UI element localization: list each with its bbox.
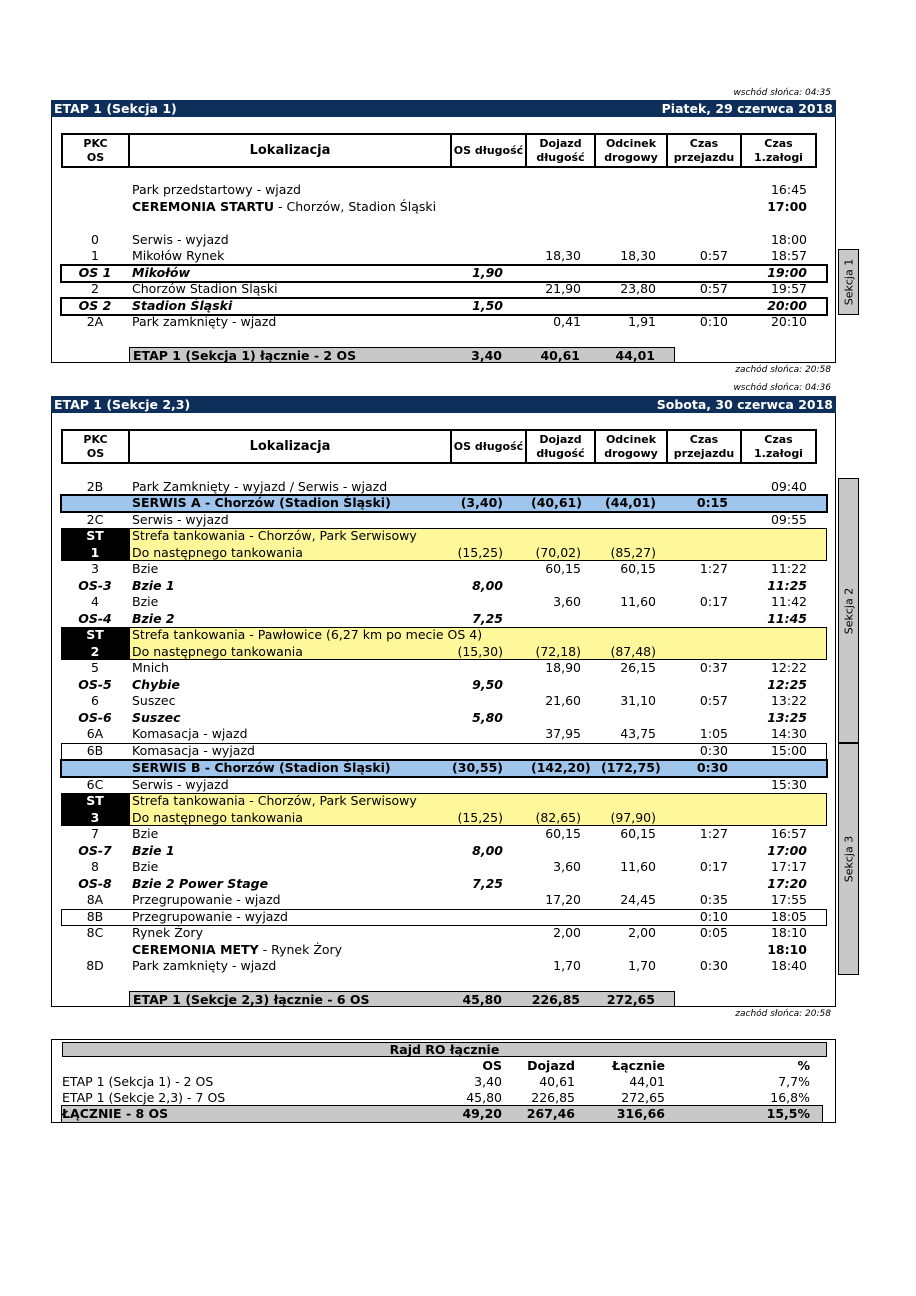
row-os-length: 1,90	[472, 265, 503, 280]
row-location: Bzie	[132, 594, 159, 609]
row-czas-przejazdu: 0:15	[696, 495, 728, 510]
row-pkc: OS 2	[78, 298, 112, 313]
row-czas-zalogi: 11:22	[770, 561, 807, 576]
table-row	[61, 545, 827, 562]
row-czas-zalogi: 20:10	[770, 314, 807, 329]
row-pkc: 8	[91, 859, 99, 874]
table-row	[61, 793, 827, 810]
row-dojazd: 0,41	[553, 314, 581, 329]
summary-lacznie: 44,01	[629, 1074, 665, 1089]
sunrise-label-1: wschód słońca: 04:35	[733, 88, 831, 98]
row-czas-przejazdu: 0:17	[699, 594, 728, 609]
row-czas-zalogi: 19:00	[767, 265, 807, 280]
row-location: Bzie	[132, 561, 159, 576]
row-czas-zalogi: 09:55	[770, 512, 807, 527]
row-odcinek: 1,91	[628, 314, 656, 329]
row-location: Serwis - wyjazd	[132, 232, 229, 247]
row-pkc: 8B	[86, 909, 104, 924]
row-odcinek: 60,15	[620, 826, 656, 841]
row-dojazd: (82,65)	[535, 810, 581, 825]
table-row	[61, 777, 827, 794]
summary-lacznie: 272,65	[621, 1090, 665, 1105]
row-location: Komasacja - wyjazd	[132, 743, 255, 758]
table-row	[61, 314, 827, 331]
row-location: Do następnego tankowania	[132, 810, 303, 825]
total-dojazd: 226,85	[531, 992, 580, 1007]
row-dojazd: 3,60	[553, 859, 581, 874]
column-header-table	[61, 133, 817, 168]
row-location: Park zamknięty - wjazd	[132, 314, 277, 329]
total-dojazd: 40,61	[540, 348, 580, 363]
row-dojazd: 3,60	[553, 594, 581, 609]
summary-col-lacznie: Łącznie	[612, 1058, 665, 1073]
row-czas-przejazdu: 0:37	[699, 660, 728, 675]
row-os-length: 8,00	[472, 578, 503, 593]
table-row	[61, 298, 827, 315]
row-os-length: 5,80	[472, 710, 503, 725]
row-pkc: 0	[91, 232, 99, 247]
summary-box	[51, 1039, 836, 1123]
row-location-rest: - Chorzów, Stadion Śląski	[274, 199, 437, 214]
summary-os: 45,80	[466, 1090, 502, 1105]
row-odcinek: 60,15	[620, 561, 656, 576]
table-row	[61, 265, 827, 282]
row-odcinek: (44,01)	[605, 495, 656, 510]
table-row	[61, 561, 827, 578]
row-dojazd: 60,15	[545, 561, 581, 576]
stage-title: ETAP 1 (Sekcje 2,3)	[54, 397, 191, 412]
summary-pct: 16,8%	[770, 1090, 810, 1105]
row-odcinek: 18,30	[620, 248, 656, 263]
side-tab-sekcja-3: Sekcja 3	[838, 743, 859, 975]
table-row	[61, 760, 827, 777]
row-dojazd: 60,15	[545, 826, 581, 841]
row-location: Suszec	[132, 693, 176, 708]
row-location: Serwis - wyjazd	[132, 777, 229, 792]
row-location: Bzie 2 Power Stage	[132, 876, 269, 891]
header-odcinek: Odcinek drogowy	[595, 134, 667, 167]
row-pkc: 6A	[86, 726, 104, 741]
row-location: Bzie	[132, 859, 159, 874]
table-row	[61, 660, 827, 677]
row-czas-zalogi: 18:00	[770, 232, 807, 247]
summary-dojazd: 267,46	[526, 1106, 575, 1121]
row-dojazd: 37,95	[545, 726, 581, 741]
row-czas-przejazdu: 0:30	[696, 760, 728, 775]
row-pkc: 8C	[86, 925, 104, 940]
row-czas-przejazdu: 0:35	[699, 892, 728, 907]
summary-row	[62, 1090, 822, 1106]
row-pkc: 6C	[86, 777, 104, 792]
row-odcinek: (87,48)	[610, 644, 656, 659]
header-dojazd: Dojazd długość	[526, 134, 595, 167]
table-row	[61, 958, 827, 975]
section1-total-row	[129, 347, 675, 363]
row-odcinek: 11,60	[620, 594, 656, 609]
row-czas-przejazdu: 0:30	[699, 743, 728, 758]
row-pkc: 8A	[86, 892, 104, 907]
header-os-dlugosc: OS długość	[451, 430, 526, 463]
table-row	[61, 693, 827, 710]
table-row	[61, 677, 827, 694]
row-czas-zalogi: 09:40	[770, 479, 807, 494]
summary-dojazd: 226,85	[531, 1090, 575, 1105]
table-row	[61, 710, 827, 727]
header-czas-przejazdu: Czas przejazdu	[667, 134, 741, 167]
row-pkc: 2	[90, 644, 100, 659]
header-os-dlugosc: OS długość	[451, 134, 526, 167]
row-dojazd: (142,20)	[531, 760, 591, 775]
sunrise-label-2: wschód słońca: 04:36	[733, 383, 831, 393]
row-os-length: (30,55)	[452, 760, 503, 775]
row-os-length: 8,00	[472, 843, 503, 858]
table-row	[61, 909, 827, 926]
table-row	[61, 644, 827, 661]
row-location-bold: CEREMONIA STARTU	[132, 199, 275, 214]
row-odcinek: 11,60	[620, 859, 656, 874]
side-tab-sekcja-1: Sekcja 1	[838, 249, 859, 315]
row-czas-przejazdu: 1:05	[699, 726, 728, 741]
row-location: Mnich	[132, 660, 169, 675]
row-pkc: 3	[90, 810, 100, 825]
row-pkc: 6B	[86, 743, 104, 758]
row-location: Rynek Żory	[132, 925, 203, 940]
header-pkc: PKC OS	[62, 134, 129, 167]
row-location: Bzie 1	[132, 578, 175, 593]
header-odcinek: Odcinek drogowy	[595, 430, 667, 463]
row-dojazd: 21,90	[545, 281, 581, 296]
row-location: Suszec	[132, 710, 181, 725]
table-row	[61, 611, 827, 628]
header-czas-zalogi: Czas 1.załogi	[741, 134, 816, 167]
header-lokalizacja: Lokalizacja	[129, 134, 451, 167]
row-location: Bzie 2	[132, 611, 175, 626]
row-pkc: 7	[91, 826, 99, 841]
row-dojazd: 17,20	[545, 892, 581, 907]
row-czas-zalogi: 12:22	[770, 660, 807, 675]
side-tab-sekcja-2: Sekcja 2	[838, 478, 859, 743]
row-location: Do następnego tankowania	[132, 644, 303, 659]
row-czas-zalogi: 17:17	[770, 859, 807, 874]
summary-header-row	[62, 1058, 822, 1074]
table-row	[61, 248, 827, 265]
row-czas-zalogi: 17:00	[767, 843, 807, 858]
row-odcinek: (172,75)	[601, 760, 661, 775]
table-row	[61, 479, 827, 496]
row-czas-zalogi: 15:30	[770, 777, 807, 792]
total-odcinek: 272,65	[606, 992, 655, 1007]
row-location: Strefa tankowania - Chorzów, Park Serwisowy	[132, 528, 417, 543]
row-dojazd: 2,00	[553, 925, 581, 940]
row-os-length: 9,50	[472, 677, 503, 692]
row-location: Chorzów Stadion Śląski	[132, 281, 278, 296]
row-location: Mikołów Rynek	[132, 248, 225, 263]
header-dojazd: Dojazd długość	[526, 430, 595, 463]
row-pkc: OS-5	[78, 677, 112, 692]
stage-title: ETAP 1 (Sekcja 1)	[54, 101, 177, 116]
row-dojazd: 18,90	[545, 660, 581, 675]
row-location: Bzie 1	[132, 843, 175, 858]
section2-total-row	[129, 991, 675, 1007]
row-location-bold: CEREMONIA METY	[132, 942, 259, 957]
row-czas-przejazdu: 0:10	[699, 314, 728, 329]
table-row	[61, 892, 827, 909]
summary-pct: 7,7%	[778, 1074, 810, 1089]
row-location: Przegrupowanie - wyjazd	[132, 909, 288, 924]
header-pkc: PKC OS	[62, 430, 129, 463]
row-odcinek: 26,15	[620, 660, 656, 675]
row-czas-przejazdu: 0:05	[699, 925, 728, 940]
table-row	[61, 876, 827, 893]
row-odcinek: 23,80	[620, 281, 656, 296]
row-location: Serwis - wyjazd	[132, 512, 229, 527]
row-os-length: (15,30)	[457, 644, 503, 659]
sunset-label-1: zachód słońca: 20:58	[735, 365, 831, 375]
row-czas-zalogi: 13:22	[770, 693, 807, 708]
table-row	[61, 726, 827, 743]
total-os: 3,40	[471, 348, 502, 363]
row-pkc: OS-8	[78, 876, 112, 891]
table-row	[61, 512, 827, 529]
row-pkc: 2A	[86, 314, 104, 329]
header-czas-przejazdu: Czas przejazdu	[667, 430, 741, 463]
row-dojazd: 1,70	[553, 958, 581, 973]
row-pkc: 2C	[86, 512, 104, 527]
table-row	[61, 627, 827, 644]
row-pkc: 1	[91, 248, 99, 263]
row-pkc: 2B	[86, 479, 104, 494]
stage-header-2	[51, 396, 836, 413]
row-czas-przejazdu: 0:57	[699, 281, 728, 296]
summary-label: ETAP 1 (Sekcje 2,3) - 7 OS	[62, 1090, 226, 1105]
table-row	[61, 578, 827, 595]
row-czas-zalogi: 18:40	[770, 958, 807, 973]
row-pkc: 6	[91, 693, 99, 708]
row-location: Do następnego tankowania	[132, 545, 303, 560]
row-odcinek: 24,45	[620, 892, 656, 907]
row-czas-zalogi: 11:42	[770, 594, 807, 609]
row-pkc: 8D	[86, 958, 104, 973]
row-os-length: (3,40)	[460, 495, 503, 510]
row-location: Mikołów	[132, 265, 191, 280]
row-location-rest: - Rynek Żory	[258, 942, 343, 957]
summary-os: 3,40	[474, 1074, 502, 1089]
stage-header-1	[51, 100, 836, 117]
summary-lacznie: 316,66	[616, 1106, 665, 1121]
row-czas-zalogi: 18:05	[770, 909, 807, 924]
row-pkc: 1	[90, 545, 100, 560]
row-os-length: 1,50	[472, 298, 503, 313]
row-pkc: OS-3	[78, 578, 112, 593]
row-os-length: (15,25)	[457, 810, 503, 825]
table-row	[61, 594, 827, 611]
table-row	[61, 810, 827, 827]
row-odcinek: 43,75	[620, 726, 656, 741]
row-dojazd: 18,30	[545, 248, 581, 263]
row-pkc: ST	[86, 528, 104, 543]
row-czas-zalogi: 13:25	[767, 710, 807, 725]
row-location: Bzie	[132, 826, 159, 841]
table-row	[61, 925, 827, 942]
table-row	[61, 232, 827, 249]
row-pkc: ST	[86, 627, 104, 642]
row-czas-zalogi: 18:10	[767, 942, 807, 957]
summary-pct: 15,5%	[766, 1106, 810, 1121]
header-lokalizacja: Lokalizacja	[129, 430, 451, 463]
row-czas-przejazdu: 0:30	[699, 958, 728, 973]
row-czas-zalogi: 18:57	[770, 248, 807, 263]
row-dojazd: (40,61)	[531, 495, 582, 510]
summary-row	[62, 1106, 822, 1122]
summary-col-pct: %	[797, 1058, 810, 1073]
row-location: Komasacja - wjazd	[132, 726, 248, 741]
row-os-length: (15,25)	[457, 545, 503, 560]
row-odcinek: (97,90)	[610, 810, 656, 825]
table-row	[61, 528, 827, 545]
row-czas-przejazdu: 0:57	[699, 693, 728, 708]
row-czas-zalogi: 14:30	[770, 726, 807, 741]
table-row	[61, 182, 827, 199]
row-os-length: 7,25	[472, 611, 503, 626]
row-location: SERWIS B - Chorzów (Stadion Śląski)	[132, 760, 391, 775]
row-czas-zalogi: 19:57	[770, 281, 807, 296]
row-czas-przejazdu: 0:57	[699, 248, 728, 263]
table-row	[61, 199, 827, 216]
row-dojazd: (72,18)	[535, 644, 581, 659]
table-row	[61, 843, 827, 860]
row-czas-zalogi: 11:45	[767, 611, 807, 626]
row-location: Stadion Śląski	[132, 298, 233, 313]
total-label: ETAP 1 (Sekcje 2,3) łącznie - 6 OS	[133, 992, 370, 1007]
summary-col-dojazd: Dojazd	[527, 1058, 575, 1073]
summary-dojazd: 40,61	[539, 1074, 575, 1089]
row-odcinek: 2,00	[628, 925, 656, 940]
row-location: SERWIS A - Chorzów (Stadion Śląski)	[132, 495, 391, 510]
summary-col-os: OS	[482, 1058, 502, 1073]
row-location: Park przedstartowy - wjazd	[132, 182, 301, 197]
summary-row	[62, 1074, 822, 1090]
total-os: 45,80	[462, 992, 502, 1007]
row-pkc: ST	[86, 793, 104, 808]
row-czas-przejazdu: 1:27	[699, 561, 728, 576]
header-czas-zalogi: Czas 1.załogi	[741, 430, 816, 463]
row-czas-przejazdu: 1:27	[699, 826, 728, 841]
total-label: ETAP 1 (Sekcja 1) łącznie - 2 OS	[133, 348, 357, 363]
row-pkc: OS-7	[78, 843, 112, 858]
row-pkc: 3	[91, 561, 99, 576]
row-czas-zalogi: 11:25	[767, 578, 807, 593]
row-pkc: OS-6	[78, 710, 112, 725]
row-czas-zalogi: 18:10	[770, 925, 807, 940]
stage-date: Piatek, 29 czerwca 2018	[661, 101, 833, 116]
row-czas-przejazdu: 0:10	[699, 909, 728, 924]
summary-os: 49,20	[462, 1106, 502, 1121]
table-row	[61, 281, 827, 298]
row-czas-zalogi: 16:57	[770, 826, 807, 841]
row-czas-zalogi: 20:00	[767, 298, 807, 313]
total-odcinek: 44,01	[615, 348, 655, 363]
row-odcinek: (85,27)	[610, 545, 656, 560]
table-row	[61, 942, 827, 959]
summary-label: ETAP 1 (Sekcja 1) - 2 OS	[62, 1074, 214, 1089]
row-os-length: 7,25	[472, 876, 503, 891]
row-odcinek: 31,10	[620, 693, 656, 708]
row-czas-zalogi: 15:00	[770, 743, 807, 758]
summary-title: Rajd RO łącznie	[62, 1042, 827, 1057]
row-location: Strefa tankowania - Pawłowice (6,27 km po mecie OS 4)	[132, 627, 483, 642]
row-location: Strefa tankowania - Chorzów, Park Serwisowy	[132, 793, 417, 808]
row-dojazd: 21,60	[545, 693, 581, 708]
sunset-label-2: zachód słońca: 20:58	[735, 1009, 831, 1019]
table-row	[61, 859, 827, 876]
table-row	[61, 743, 827, 760]
row-czas-zalogi: 12:25	[767, 677, 807, 692]
row-dojazd: (70,02)	[535, 545, 581, 560]
stage-date: Sobota, 30 czerwca 2018	[656, 397, 833, 412]
row-pkc: OS 1	[78, 265, 112, 280]
summary-label: ŁĄCZNIE - 8 OS	[62, 1106, 169, 1121]
row-pkc: 5	[91, 660, 99, 675]
row-pkc: OS-4	[78, 611, 112, 626]
row-location: Park Zamknięty - wyjazd / Serwis - wjazd	[132, 479, 388, 494]
row-location: Chybie	[132, 677, 180, 692]
row-czas-zalogi: 17:55	[770, 892, 807, 907]
row-location: Park zamknięty - wjazd	[132, 958, 277, 973]
column-header-table	[61, 429, 817, 464]
row-location	[132, 199, 436, 216]
table-row	[61, 495, 827, 512]
row-pkc: 2	[91, 281, 99, 296]
row-pkc: 4	[91, 594, 99, 609]
row-czas-zalogi: 17:20	[767, 876, 807, 891]
row-czas-zalogi: 17:00	[767, 199, 807, 214]
row-location: Przegrupowanie - wjazd	[132, 892, 281, 907]
row-location	[132, 942, 342, 959]
row-odcinek: 1,70	[628, 958, 656, 973]
row-czas-przejazdu: 0:17	[699, 859, 728, 874]
table-row	[61, 826, 827, 843]
row-czas-zalogi: 16:45	[770, 182, 807, 197]
